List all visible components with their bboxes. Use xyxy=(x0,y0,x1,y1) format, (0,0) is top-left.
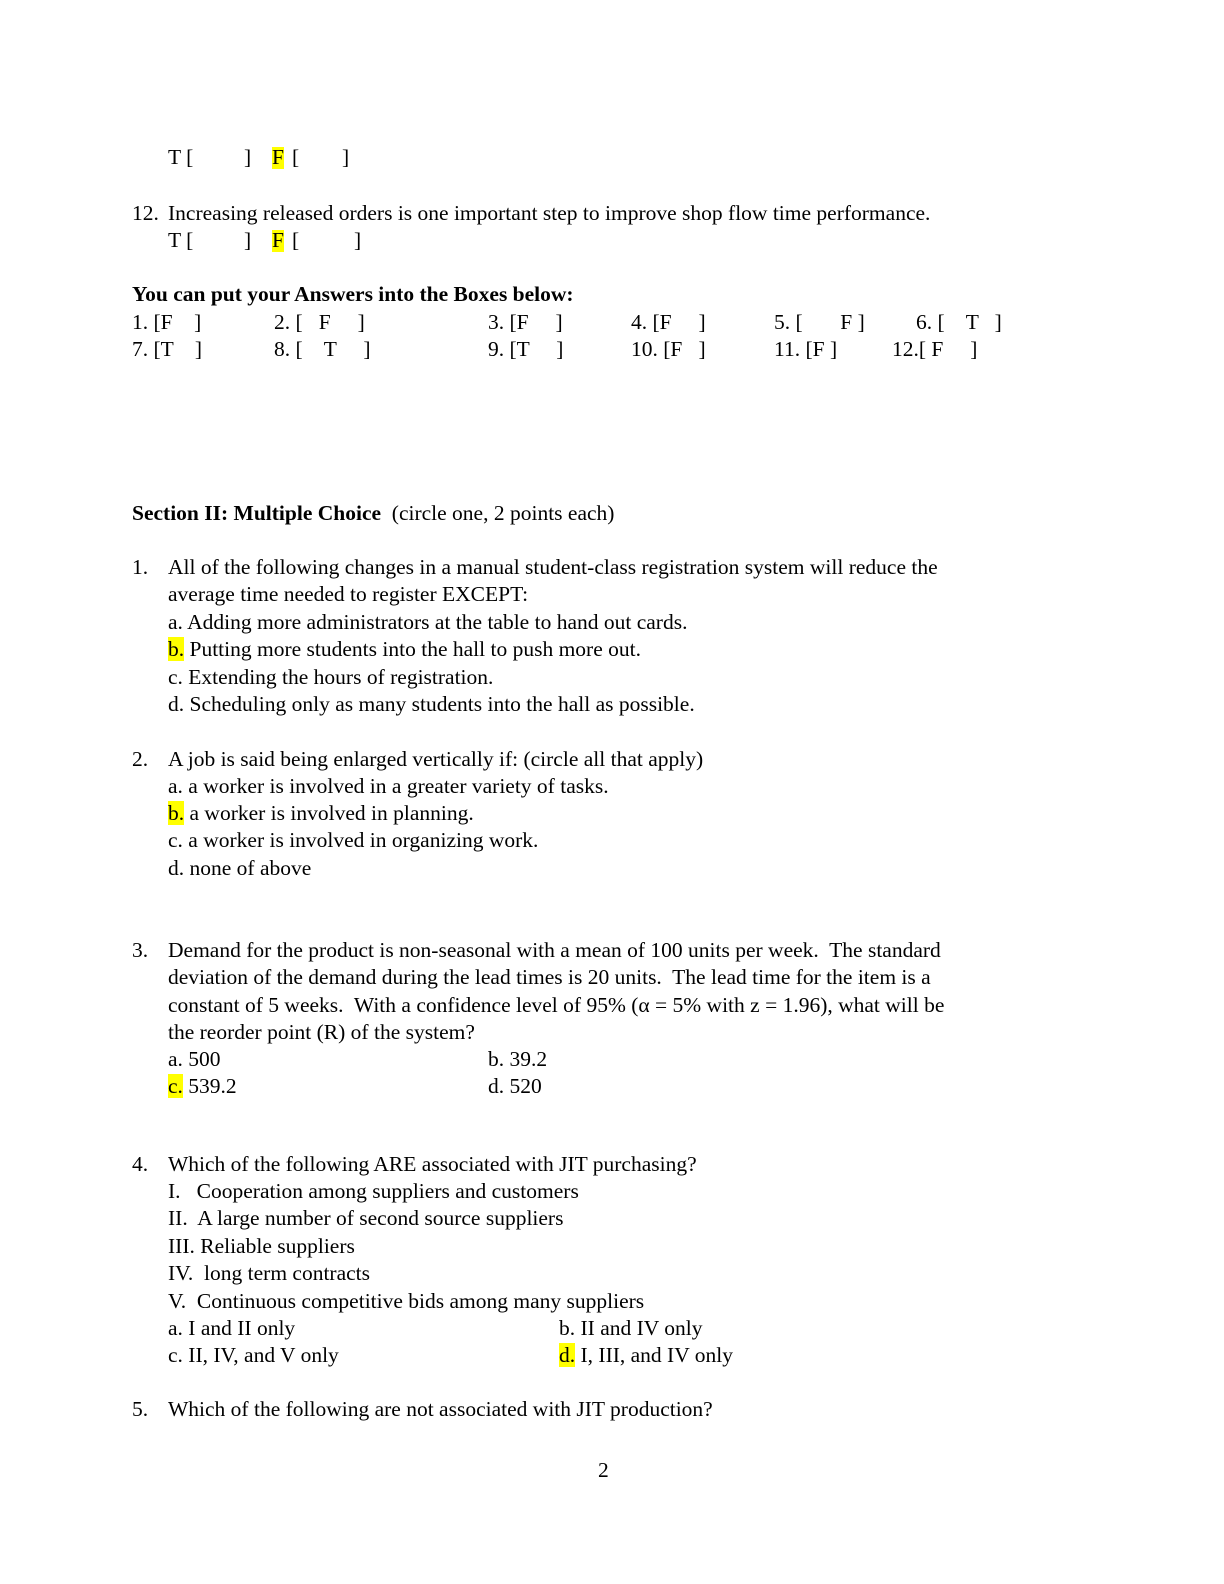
mc3-option-c: c. 539.2 xyxy=(168,1074,237,1098)
mc4-answer-highlight: d. xyxy=(559,1343,576,1367)
answer-box: 10. [F ] xyxy=(631,337,706,361)
mc1-option-d: d. Scheduling only as many students into the hall as possible. xyxy=(168,692,695,716)
mc4-item: V. Continuous competitive bids among many suppliers xyxy=(168,1289,645,1313)
mc3-number: 3. xyxy=(132,938,149,962)
mc5-stem: Which of the following are not associated with JIT production? xyxy=(168,1397,713,1421)
section-title: Section II: Multiple Choice xyxy=(132,501,382,525)
tf-false-answer: F xyxy=(272,145,284,169)
answer-box: 7. [T ] xyxy=(132,337,203,361)
mc1-option-b: b. Putting more students into the hall to push more out. xyxy=(168,637,641,661)
q12-number: 12. xyxy=(132,201,159,225)
tf-true-close: ] xyxy=(244,145,252,169)
mc4-option-b: b. II and IV only xyxy=(559,1316,703,1340)
answer-box: 12.[ F ] xyxy=(892,337,978,361)
mc5-number: 5. xyxy=(132,1397,149,1421)
mc1-number: 1. xyxy=(132,555,149,579)
mc3-stem: constant of 5 weeks. With a confidence level of 95% (α = 5% with z = 1.96), what will be xyxy=(168,993,945,1017)
mc3-option-a: a. 500 xyxy=(168,1047,221,1071)
mc4-stem: Which of the following ARE associated with JIT purchasing? xyxy=(168,1152,697,1176)
page-number: 2 xyxy=(598,1458,609,1482)
tf-false-open: [ xyxy=(292,145,300,169)
mc1-option-a: a. Adding more administrators at the table to hand out cards. xyxy=(168,610,688,634)
mc2-option-b: b. a worker is involved in planning. xyxy=(168,801,474,825)
mc4-item: IV. long term contracts xyxy=(168,1261,371,1285)
mc2-option-a: a. a worker is involved in a greater variety of tasks. xyxy=(168,774,609,798)
mc2-option-d: d. none of above xyxy=(168,856,312,880)
answer-box: 9. [T ] xyxy=(488,337,564,361)
mc3-stem: the reorder point (R) of the system? xyxy=(168,1020,475,1044)
mc3-answer-highlight: c. xyxy=(168,1074,183,1098)
mc2-answer-highlight: b. xyxy=(168,801,185,825)
q12-false-open: [ xyxy=(292,228,300,252)
answer-box: 11. [F ] xyxy=(774,337,838,361)
answer-box: 6. [ T ] xyxy=(916,310,1002,334)
q12-false-answer: F xyxy=(272,228,284,252)
mc2-option-c: c. a worker is involved in organizing work. xyxy=(168,828,539,852)
q12-true-box: T [ xyxy=(168,228,194,252)
tf-false-close: ] xyxy=(342,145,350,169)
mc2-number: 2. xyxy=(132,747,149,771)
answers-heading: You can put your Answers into the Boxes below: xyxy=(132,282,574,306)
mc4-item: I. Cooperation among suppliers and customers xyxy=(168,1179,579,1203)
mc1-stem: average time needed to register EXCEPT: xyxy=(168,582,529,606)
mc4-number: 4. xyxy=(132,1152,149,1176)
mc3-stem: deviation of the demand during the lead times is 20 units. The lead time for the item is a xyxy=(168,965,931,989)
mc1-stem: All of the following changes in a manual student-class registration system will reduce the xyxy=(168,555,938,579)
mc3-option-b: b. 39.2 xyxy=(488,1047,548,1071)
mc1-option-c: c. Extending the hours of registration. xyxy=(168,665,494,689)
answer-box: 5. [ F ] xyxy=(774,310,865,334)
mc4-item: II. A large number of second source suppliers xyxy=(168,1206,564,1230)
answer-box: 1. [F ] xyxy=(132,310,202,334)
answer-box: 3. [F ] xyxy=(488,310,563,334)
section-heading xyxy=(132,503,614,525)
answer-box: 4. [F ] xyxy=(631,310,706,334)
mc1-answer-highlight: b. xyxy=(168,637,185,661)
q12-text: Increasing released orders is one important step to improve shop flow time performance. xyxy=(168,201,931,225)
tf-true-box: T [ xyxy=(168,145,194,169)
mc4-option-a: a. I and II only xyxy=(168,1316,296,1340)
mc2-stem: A job is said being enlarged vertically if: (circle all that apply) xyxy=(168,747,704,771)
q12-true-close: ] xyxy=(244,228,252,252)
mc3-stem: Demand for the product is non-seasonal with a mean of 100 units per week. The standard xyxy=(168,938,941,962)
q12-false-close: ] xyxy=(354,228,362,252)
mc4-item: III. Reliable suppliers xyxy=(168,1234,355,1258)
answer-box: 8. [ T ] xyxy=(274,337,371,361)
mc4-option-c: c. II, IV, and V only xyxy=(168,1343,339,1367)
mc4-option-d: d. I, III, and IV only xyxy=(559,1343,733,1367)
mc3-option-d: d. 520 xyxy=(488,1074,542,1098)
section-note: (circle one, 2 points each) xyxy=(391,501,615,525)
answer-box: 2. [ F ] xyxy=(274,310,365,334)
